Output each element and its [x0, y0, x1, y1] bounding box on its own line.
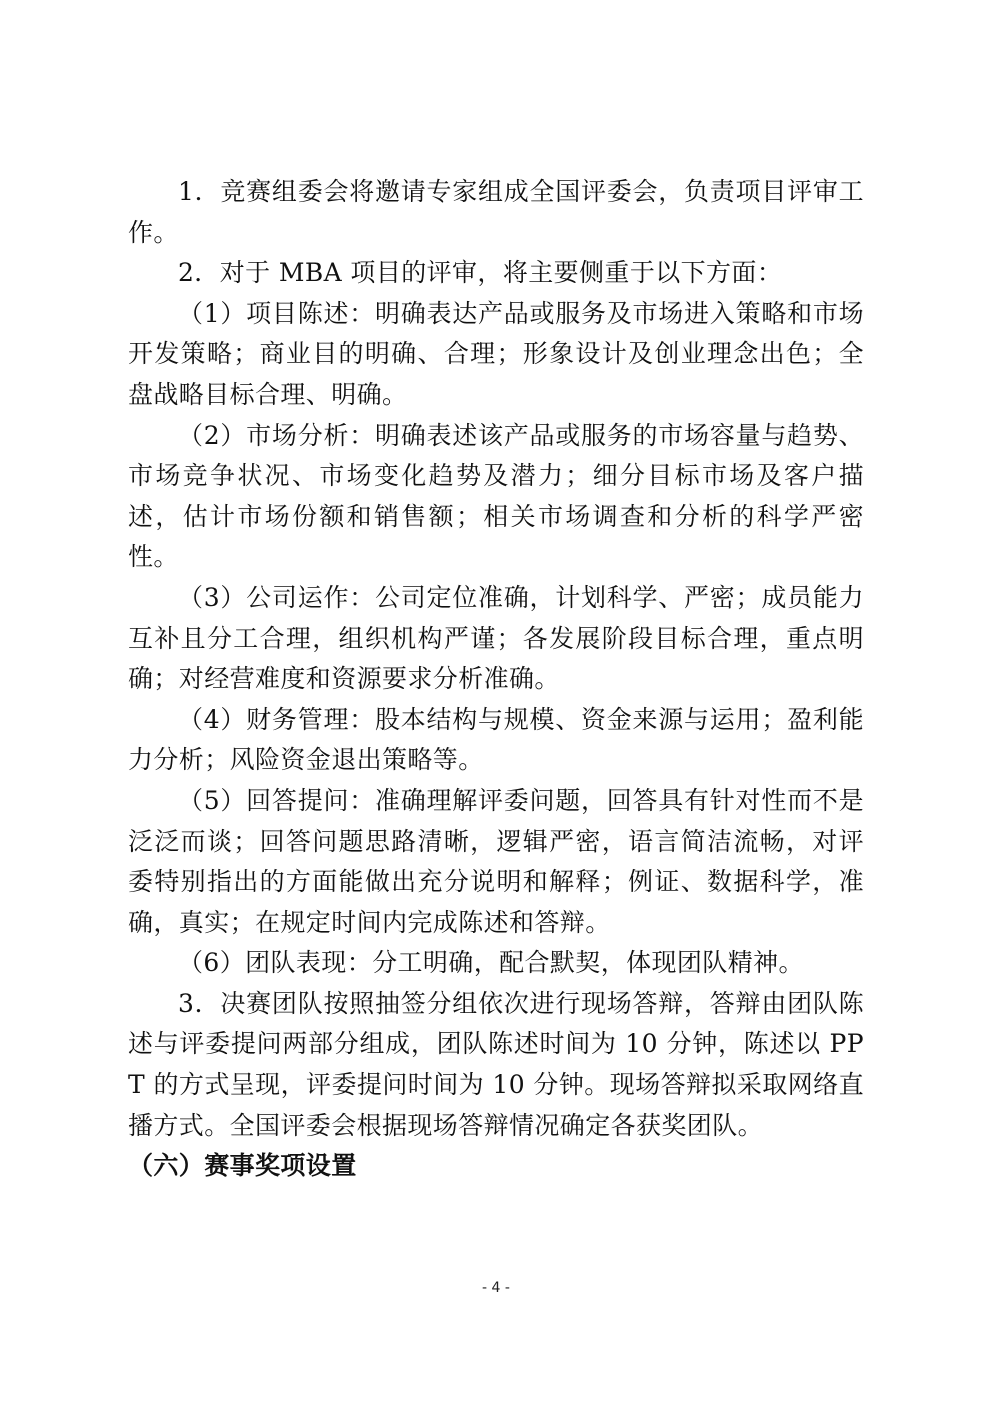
paragraph-mba-criteria-intro: 2．对于 MBA 项目的评审，将主要侧重于以下方面： — [178, 258, 783, 288]
section-heading-awards: （六）赛事奖项设置 — [128, 1151, 357, 1181]
paragraph-answering-questions: （5）回答提问：准确理解评委问题，回答具有针对性而不是泛泛而谈；回答问题思路清晰，逻辑严密，语言简洁流畅，对评委特别指出的方面能做出充分说明和解释；例证、数据科学，准确，真实；在规定时间内完成陈述和答辩。 — [128, 785, 864, 937]
page-number: - 4 - — [482, 1280, 510, 1296]
paragraph-market-analysis: （2）市场分析：明确表述该产品或服务的市场容量与趋势、市场竞争状况、市场变化趋势及潜力；细分目标市场及客户描述，估计市场份额和销售额；相关市场调查和分析的科学严密性。 — [128, 420, 864, 572]
paragraph-team-performance: （6）团队表现：分工明确，配合默契，体现团队精神。 — [178, 948, 804, 978]
paragraph-project-statement: （1）项目陈述：明确表达产品或服务及市场进入策略和市场开发策略；商业目的明确、合理；形象设计及创业理念出色；全盘战略目标合理、明确。 — [128, 298, 864, 409]
paragraph-company-operation: （3）公司运作：公司定位准确，计划科学、严密；成员能力互补且分工合理，组织机构严谨；各发展阶段目标合理，重点明确；对经营难度和资源要求分析准确。 — [128, 582, 864, 694]
paragraph-financial-management: （4）财务管理：股本结构与规模、资金来源与运用；盈利能力分析；风险资金退出策略等。 — [128, 704, 864, 775]
document-body — [128, 172, 864, 1187]
paragraph-final-defense: 3．决赛团队按照抽签分组依次进行现场答辩，答辩由团队陈述与评委提问两部分组成，团队陈述时间为 10 分钟，陈述以 PPT 的方式呈现，评委提问时间为 10 分钟。现场答辩拟采取网络直播方式。全国评委会根据现场答辩情况确定各获奖团队。 — [128, 988, 864, 1140]
paragraph-judging-committee: 1．竞赛组委会将邀请专家组成全国评委会，负责项目评审工作。 — [128, 177, 864, 247]
